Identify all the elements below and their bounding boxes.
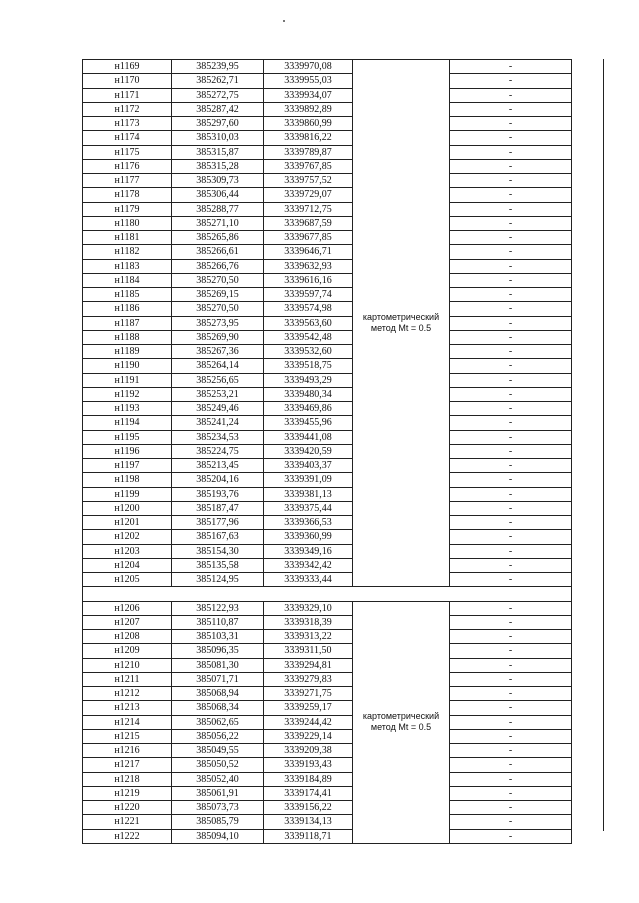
point-id-cell: н1197 — [83, 459, 172, 473]
x-coordinate-cell: 385094,10 — [172, 829, 264, 843]
note-cell: - — [450, 715, 572, 729]
table-row — [83, 829, 572, 843]
point-id-cell: н1214 — [83, 715, 172, 729]
note-cell: - — [450, 729, 572, 743]
table-row — [83, 630, 572, 644]
note-cell: - — [450, 573, 572, 587]
point-id-cell: н1221 — [83, 815, 172, 829]
x-coordinate-cell: 385267,36 — [172, 345, 264, 359]
note-cell: - — [450, 131, 572, 145]
table-row — [83, 444, 572, 458]
x-coordinate-cell: 385262,71 — [172, 74, 264, 88]
note-cell: - — [450, 117, 572, 131]
note-cell: - — [450, 288, 572, 302]
point-id-cell: н1195 — [83, 430, 172, 444]
table-row — [83, 516, 572, 530]
point-id-cell: н1194 — [83, 416, 172, 430]
note-cell: - — [450, 758, 572, 772]
x-coordinate-cell: 385272,75 — [172, 88, 264, 102]
table-row — [83, 644, 572, 658]
table-row — [83, 416, 572, 430]
x-coordinate-cell: 385050,52 — [172, 758, 264, 772]
y-coordinate-cell: 3339342,42 — [264, 558, 353, 572]
point-id-cell: н1222 — [83, 829, 172, 843]
table-row — [83, 459, 572, 473]
y-coordinate-cell: 3339767,85 — [264, 159, 353, 173]
note-cell: - — [450, 74, 572, 88]
x-coordinate-cell: 385309,73 — [172, 174, 264, 188]
note-cell: - — [450, 544, 572, 558]
point-id-cell: н1178 — [83, 188, 172, 202]
point-id-cell: н1193 — [83, 402, 172, 416]
x-coordinate-cell: 385310,03 — [172, 131, 264, 145]
point-id-cell: н1169 — [83, 60, 172, 74]
x-coordinate-cell: 385081,30 — [172, 658, 264, 672]
x-coordinate-cell: 385256,65 — [172, 373, 264, 387]
y-coordinate-cell: 3339892,89 — [264, 102, 353, 116]
note-cell: - — [450, 658, 572, 672]
y-coordinate-cell: 3339518,75 — [264, 359, 353, 373]
x-coordinate-cell: 385297,60 — [172, 117, 264, 131]
table-row — [83, 558, 572, 572]
note-cell: - — [450, 174, 572, 188]
point-id-cell: н1211 — [83, 672, 172, 686]
point-id-cell: н1191 — [83, 373, 172, 387]
y-coordinate-cell: 3339381,13 — [264, 487, 353, 501]
y-coordinate-cell: 3339616,16 — [264, 273, 353, 287]
point-id-cell: н1187 — [83, 316, 172, 330]
note-cell: - — [450, 159, 572, 173]
x-coordinate-cell: 385124,95 — [172, 573, 264, 587]
table-row — [83, 102, 572, 116]
y-coordinate-cell: 3339420,59 — [264, 444, 353, 458]
x-coordinate-cell: 385239,95 — [172, 60, 264, 74]
y-coordinate-cell: 3339349,16 — [264, 544, 353, 558]
note-cell: - — [450, 430, 572, 444]
x-coordinate-cell: 385177,96 — [172, 516, 264, 530]
y-coordinate-cell: 3339184,89 — [264, 772, 353, 786]
table-row — [83, 88, 572, 102]
point-id-cell: н1196 — [83, 444, 172, 458]
y-coordinate-cell: 3339360,99 — [264, 530, 353, 544]
y-coordinate-cell: 3339455,96 — [264, 416, 353, 430]
table-right-border — [603, 59, 604, 831]
note-cell: - — [450, 202, 572, 216]
x-coordinate-cell: 385052,40 — [172, 772, 264, 786]
table-row — [83, 345, 572, 359]
y-coordinate-cell: 3339259,17 — [264, 701, 353, 715]
table-row — [83, 288, 572, 302]
table-row — [83, 544, 572, 558]
note-cell: - — [450, 473, 572, 487]
point-id-cell: н1198 — [83, 473, 172, 487]
table-row — [83, 701, 572, 715]
note-cell: - — [450, 516, 572, 530]
y-coordinate-cell: 3339118,71 — [264, 829, 353, 843]
x-coordinate-cell: 385085,79 — [172, 815, 264, 829]
x-coordinate-cell: 385071,71 — [172, 672, 264, 686]
note-cell: - — [450, 815, 572, 829]
point-id-cell: н1189 — [83, 345, 172, 359]
table-row — [83, 487, 572, 501]
note-cell: - — [450, 330, 572, 344]
table-row — [83, 801, 572, 815]
y-coordinate-cell: 3339174,41 — [264, 786, 353, 800]
point-id-cell: н1184 — [83, 273, 172, 287]
table-row — [83, 772, 572, 786]
note-cell: - — [450, 701, 572, 715]
table-row — [83, 373, 572, 387]
table-row — [83, 573, 572, 587]
x-coordinate-cell: 385068,94 — [172, 687, 264, 701]
table-row — [83, 715, 572, 729]
y-coordinate-cell: 3339279,83 — [264, 672, 353, 686]
note-cell: - — [450, 444, 572, 458]
x-coordinate-cell: 385068,34 — [172, 701, 264, 715]
section-gap-row — [83, 587, 572, 601]
point-id-cell: н1192 — [83, 387, 172, 401]
y-coordinate-cell: 3339134,13 — [264, 815, 353, 829]
method-name: картометрический — [362, 312, 440, 323]
table-row — [83, 259, 572, 273]
x-coordinate-cell: 385306,44 — [172, 188, 264, 202]
x-coordinate-cell: 385049,55 — [172, 744, 264, 758]
x-coordinate-cell: 385234,53 — [172, 430, 264, 444]
point-id-cell: н1172 — [83, 102, 172, 116]
y-coordinate-cell: 3339469,86 — [264, 402, 353, 416]
point-id-cell: н1217 — [83, 758, 172, 772]
point-id-cell: н1200 — [83, 501, 172, 515]
x-coordinate-cell: 385135,58 — [172, 558, 264, 572]
y-coordinate-cell: 3339244,42 — [264, 715, 353, 729]
x-coordinate-cell: 385213,45 — [172, 459, 264, 473]
y-coordinate-cell: 3339687,59 — [264, 216, 353, 230]
x-coordinate-cell: 385103,31 — [172, 630, 264, 644]
coordinates-table-body — [83, 60, 572, 844]
x-coordinate-cell: 385265,86 — [172, 231, 264, 245]
y-coordinate-cell: 3339970,08 — [264, 60, 353, 74]
x-coordinate-cell: 385269,90 — [172, 330, 264, 344]
y-coordinate-cell: 3339333,44 — [264, 573, 353, 587]
table-row — [83, 273, 572, 287]
point-id-cell: н1208 — [83, 630, 172, 644]
table-row — [83, 202, 572, 216]
y-coordinate-cell: 3339532,60 — [264, 345, 353, 359]
table-row — [83, 501, 572, 515]
table-row — [83, 245, 572, 259]
x-coordinate-cell: 385110,87 — [172, 615, 264, 629]
method-name: картометрический — [362, 711, 440, 722]
y-coordinate-cell: 3339934,07 — [264, 88, 353, 102]
x-coordinate-cell: 385273,95 — [172, 316, 264, 330]
point-id-cell: н1201 — [83, 516, 172, 530]
y-coordinate-cell: 3339375,44 — [264, 501, 353, 515]
point-id-cell: н1206 — [83, 601, 172, 615]
x-coordinate-cell: 385253,21 — [172, 387, 264, 401]
point-id-cell: н1174 — [83, 131, 172, 145]
table-row — [83, 729, 572, 743]
y-coordinate-cell: 3339860,99 — [264, 117, 353, 131]
y-coordinate-cell: 3339311,50 — [264, 644, 353, 658]
table-row — [83, 302, 572, 316]
point-id-cell: н1205 — [83, 573, 172, 587]
table-row — [83, 60, 572, 74]
point-id-cell: н1203 — [83, 544, 172, 558]
point-id-cell: н1218 — [83, 772, 172, 786]
point-id-cell: н1220 — [83, 801, 172, 815]
note-cell: - — [450, 88, 572, 102]
scan-speck — [283, 20, 285, 22]
note-cell: - — [450, 615, 572, 629]
note-cell: - — [450, 772, 572, 786]
point-id-cell: н1185 — [83, 288, 172, 302]
x-coordinate-cell: 385187,47 — [172, 501, 264, 515]
table-row — [83, 74, 572, 88]
note-cell: - — [450, 102, 572, 116]
point-id-cell: н1213 — [83, 701, 172, 715]
note-cell: - — [450, 345, 572, 359]
point-id-cell: н1180 — [83, 216, 172, 230]
y-coordinate-cell: 3339632,93 — [264, 259, 353, 273]
y-coordinate-cell: 3339677,85 — [264, 231, 353, 245]
note-cell: - — [450, 672, 572, 686]
note-cell: - — [450, 416, 572, 430]
x-coordinate-cell: 385249,46 — [172, 402, 264, 416]
x-coordinate-cell: 385167,63 — [172, 530, 264, 544]
table-row — [83, 430, 572, 444]
point-id-cell: н1183 — [83, 259, 172, 273]
y-coordinate-cell: 3339209,38 — [264, 744, 353, 758]
y-coordinate-cell: 3339955,03 — [264, 74, 353, 88]
x-coordinate-cell: 385288,77 — [172, 202, 264, 216]
section-gap — [83, 587, 572, 601]
point-id-cell: н1199 — [83, 487, 172, 501]
x-coordinate-cell: 385096,35 — [172, 644, 264, 658]
point-id-cell: н1215 — [83, 729, 172, 743]
x-coordinate-cell: 385315,28 — [172, 159, 264, 173]
note-cell: - — [450, 216, 572, 230]
method-accuracy: метод Mt = 0.5 — [370, 323, 432, 334]
table-row — [83, 330, 572, 344]
x-coordinate-cell: 385266,76 — [172, 259, 264, 273]
note-cell: - — [450, 644, 572, 658]
table-row — [83, 786, 572, 800]
point-id-cell: н1182 — [83, 245, 172, 259]
point-id-cell: н1188 — [83, 330, 172, 344]
point-id-cell: н1170 — [83, 74, 172, 88]
table-row — [83, 815, 572, 829]
note-cell: - — [450, 786, 572, 800]
note-cell: - — [450, 245, 572, 259]
x-coordinate-cell: 385241,24 — [172, 416, 264, 430]
y-coordinate-cell: 3339597,74 — [264, 288, 353, 302]
x-coordinate-cell: 385204,16 — [172, 473, 264, 487]
table-row — [83, 117, 572, 131]
coordinates-table — [82, 59, 572, 844]
y-coordinate-cell: 3339271,75 — [264, 687, 353, 701]
y-coordinate-cell: 3339391,09 — [264, 473, 353, 487]
point-id-cell: н1181 — [83, 231, 172, 245]
table-row — [83, 231, 572, 245]
y-coordinate-cell: 3339757,52 — [264, 174, 353, 188]
table-row — [83, 758, 572, 772]
table-row — [83, 658, 572, 672]
x-coordinate-cell: 385193,76 — [172, 487, 264, 501]
method-accuracy: метод Mt = 0.5 — [370, 722, 432, 733]
table-row — [83, 131, 572, 145]
method-cell — [353, 601, 450, 843]
point-id-cell: н1204 — [83, 558, 172, 572]
x-coordinate-cell: 385122,93 — [172, 601, 264, 615]
note-cell: - — [450, 687, 572, 701]
table-row — [83, 188, 572, 202]
table-row — [83, 359, 572, 373]
point-id-cell: н1212 — [83, 687, 172, 701]
note-cell: - — [450, 459, 572, 473]
y-coordinate-cell: 3339403,37 — [264, 459, 353, 473]
y-coordinate-cell: 3339729,07 — [264, 188, 353, 202]
y-coordinate-cell: 3339816,22 — [264, 131, 353, 145]
point-id-cell: н1219 — [83, 786, 172, 800]
point-id-cell: н1210 — [83, 658, 172, 672]
x-coordinate-cell: 385154,30 — [172, 544, 264, 558]
x-coordinate-cell: 385270,50 — [172, 273, 264, 287]
point-id-cell: н1177 — [83, 174, 172, 188]
y-coordinate-cell: 3339574,98 — [264, 302, 353, 316]
note-cell: - — [450, 402, 572, 416]
x-coordinate-cell: 385269,15 — [172, 288, 264, 302]
x-coordinate-cell: 385061,91 — [172, 786, 264, 800]
x-coordinate-cell: 385224,75 — [172, 444, 264, 458]
note-cell: - — [450, 387, 572, 401]
table-row — [83, 402, 572, 416]
point-id-cell: н1186 — [83, 302, 172, 316]
note-cell: - — [450, 829, 572, 843]
method-cell — [353, 60, 450, 587]
y-coordinate-cell: 3339229,14 — [264, 729, 353, 743]
y-coordinate-cell: 3339789,87 — [264, 145, 353, 159]
y-coordinate-cell: 3339156,22 — [264, 801, 353, 815]
table-row — [83, 615, 572, 629]
table-row — [83, 387, 572, 401]
y-coordinate-cell: 3339366,53 — [264, 516, 353, 530]
x-coordinate-cell: 385271,10 — [172, 216, 264, 230]
note-cell: - — [450, 60, 572, 74]
table-row — [83, 672, 572, 686]
y-coordinate-cell: 3339318,39 — [264, 615, 353, 629]
x-coordinate-cell: 385266,61 — [172, 245, 264, 259]
note-cell: - — [450, 373, 572, 387]
note-cell: - — [450, 359, 572, 373]
point-id-cell: н1209 — [83, 644, 172, 658]
point-id-cell: н1179 — [83, 202, 172, 216]
point-id-cell: н1216 — [83, 744, 172, 758]
x-coordinate-cell: 385287,42 — [172, 102, 264, 116]
x-coordinate-cell: 385062,65 — [172, 715, 264, 729]
table-row — [83, 744, 572, 758]
note-cell: - — [450, 744, 572, 758]
point-id-cell: н1190 — [83, 359, 172, 373]
note-cell: - — [450, 801, 572, 815]
table-row — [83, 601, 572, 615]
point-id-cell: н1173 — [83, 117, 172, 131]
note-cell: - — [450, 188, 572, 202]
y-coordinate-cell: 3339480,34 — [264, 387, 353, 401]
x-coordinate-cell: 385056,22 — [172, 729, 264, 743]
note-cell: - — [450, 601, 572, 615]
table-row — [83, 159, 572, 173]
table-row — [83, 687, 572, 701]
point-id-cell: н1175 — [83, 145, 172, 159]
note-cell: - — [450, 487, 572, 501]
note-cell: - — [450, 316, 572, 330]
table-row — [83, 530, 572, 544]
note-cell: - — [450, 630, 572, 644]
y-coordinate-cell: 3339712,75 — [264, 202, 353, 216]
y-coordinate-cell: 3339563,60 — [264, 316, 353, 330]
note-cell: - — [450, 558, 572, 572]
x-coordinate-cell: 385270,50 — [172, 302, 264, 316]
table-row — [83, 473, 572, 487]
note-cell: - — [450, 501, 572, 515]
y-coordinate-cell: 3339329,10 — [264, 601, 353, 615]
y-coordinate-cell: 3339313,22 — [264, 630, 353, 644]
note-cell: - — [450, 231, 572, 245]
note-cell: - — [450, 259, 572, 273]
table-row — [83, 216, 572, 230]
note-cell: - — [450, 302, 572, 316]
table-row — [83, 316, 572, 330]
note-cell: - — [450, 273, 572, 287]
y-coordinate-cell: 3339294,81 — [264, 658, 353, 672]
y-coordinate-cell: 3339542,48 — [264, 330, 353, 344]
x-coordinate-cell: 385315,87 — [172, 145, 264, 159]
y-coordinate-cell: 3339493,29 — [264, 373, 353, 387]
y-coordinate-cell: 3339441,08 — [264, 430, 353, 444]
y-coordinate-cell: 3339193,43 — [264, 758, 353, 772]
note-cell: - — [450, 145, 572, 159]
point-id-cell: н1176 — [83, 159, 172, 173]
x-coordinate-cell: 385264,14 — [172, 359, 264, 373]
y-coordinate-cell: 3339646,71 — [264, 245, 353, 259]
point-id-cell: н1207 — [83, 615, 172, 629]
note-cell: - — [450, 530, 572, 544]
table-row — [83, 174, 572, 188]
point-id-cell: н1202 — [83, 530, 172, 544]
table-row — [83, 145, 572, 159]
point-id-cell: н1171 — [83, 88, 172, 102]
x-coordinate-cell: 385073,73 — [172, 801, 264, 815]
